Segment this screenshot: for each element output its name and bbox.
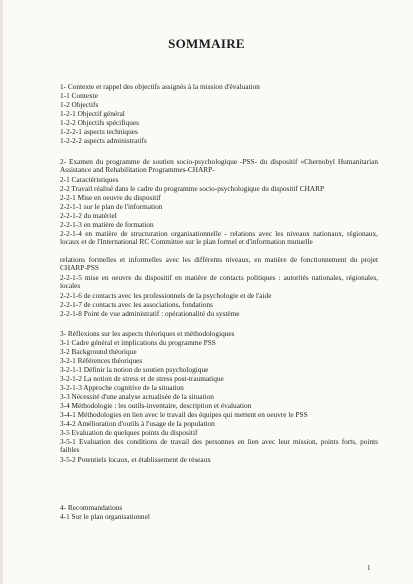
toc-entry: 2-2-1-2 du matériel bbox=[60, 211, 117, 220]
toc-entry: 3-5-1 Evaluation des conditions de travail des personnes en lien avec leur mission, points forts, points faibles bbox=[60, 437, 378, 455]
toc-entry: 1-2 Objectifs bbox=[60, 100, 99, 109]
scan-edge bbox=[0, 0, 3, 584]
toc-entry: 2-1 Caractéristiques bbox=[60, 175, 119, 184]
toc-entry: 3-2-1-1 Définir la notion de soutien psychologique bbox=[60, 365, 209, 374]
toc-entry: 2-2-1-3 en matière de formation bbox=[60, 220, 154, 229]
toc-entry: 3-4-2 Amélioration d'outils à l'usage de la population bbox=[60, 419, 215, 428]
toc-entry: 3- Réflexions sur les aspects théoriques et méthodologiques bbox=[60, 329, 235, 338]
toc-entry: 4-1 Sur le plan organisationnel bbox=[60, 512, 150, 521]
toc-entry: 3-2-1 Références théoriques bbox=[60, 356, 143, 365]
toc-entry: 3-1 Cadre général et implications du programme PSS bbox=[60, 338, 216, 347]
toc-entry: 1-2-1 Objectif général bbox=[60, 109, 125, 118]
toc-entry: 1-2-2-1 aspects techniques bbox=[60, 127, 138, 136]
toc-entry: 3-5-2 Potentiels locaux, et établissement de réseaux bbox=[60, 455, 211, 464]
toc-entry: 2- Examen du programme de soutien socio-psychologique -PSS- du dispositif «Chernobyl Humanitarian Assistance and Rehabilitation Programmes-CHARP- bbox=[60, 157, 378, 175]
toc-entry: 3-4-1 Méthodologies en lien avec le travail des équipes qui mettent en oeuvre le PSS bbox=[60, 410, 308, 419]
toc-entry: 1-2-2 Objectifs spécifiques bbox=[60, 118, 140, 127]
toc-entry: 2-2-1-7 de contacts avec les associations, fondations bbox=[60, 300, 213, 309]
toc-entry: 3-2-1-3 Approche cognitive de la situation bbox=[60, 383, 184, 392]
toc-entry: 3-2-1-2 La notion de stress et de stress post-traumatique bbox=[60, 374, 224, 383]
page-title: SOMMAIRE bbox=[168, 36, 245, 51]
toc-entry: relations formelles et informelles avec les différents niveaux, en matière de fonctionnement du projet CHARP-PSS bbox=[60, 255, 378, 273]
toc-entry: 2-2-1-8 Point de vue administratif : opérationalité du système bbox=[60, 309, 240, 318]
toc-entry: 3-2 Background théorique bbox=[60, 347, 137, 356]
toc-entry: 2-2-1 Mise en oeuvre du dispositif bbox=[60, 193, 161, 202]
toc-entry: 2-2 Travail réalisé dans le cadre du programme socio-psychologique du dispositif CHARP bbox=[60, 184, 325, 193]
toc-entry: 2-2-1-4 en matière de structuration organisationnelle - relations avec les niveaux nationaux, régionaux, locaux et de l'International RC Committee sur le plan formel et d'information mutuelle bbox=[60, 229, 378, 247]
toc-entry: 3-3 Nécessité d'une analyse actualisée de la situation bbox=[60, 392, 214, 401]
toc-entry: 4- Recommandations bbox=[60, 503, 123, 512]
toc-entry: 2-2-1-1 sur le plan de l'information bbox=[60, 202, 163, 211]
toc-entry: 2-2-1-6 de contacts avec les professionnels de la psychologie et de l'aide bbox=[60, 291, 272, 300]
page-number: 1 bbox=[367, 564, 371, 572]
toc-entry: 2-2-1-5 mise en oeuvre du dispositif en matière de contacts politiques : autorités nationales, régionales, locales bbox=[60, 273, 378, 291]
toc-entry: 3-5 Evaluation de quelques points du dispositif bbox=[60, 428, 198, 437]
toc-entry: 1-2-2-2 aspects administratifs bbox=[60, 136, 147, 145]
toc-entry: 1-1 Contexte bbox=[60, 91, 98, 100]
toc-entry: 1- Contexte et rappel des objectifs assignés à la mission d'évaluation bbox=[60, 82, 260, 91]
toc-entry: 3-4 Méthodologie : les outils-inventaire, description et évaluation bbox=[60, 401, 252, 410]
